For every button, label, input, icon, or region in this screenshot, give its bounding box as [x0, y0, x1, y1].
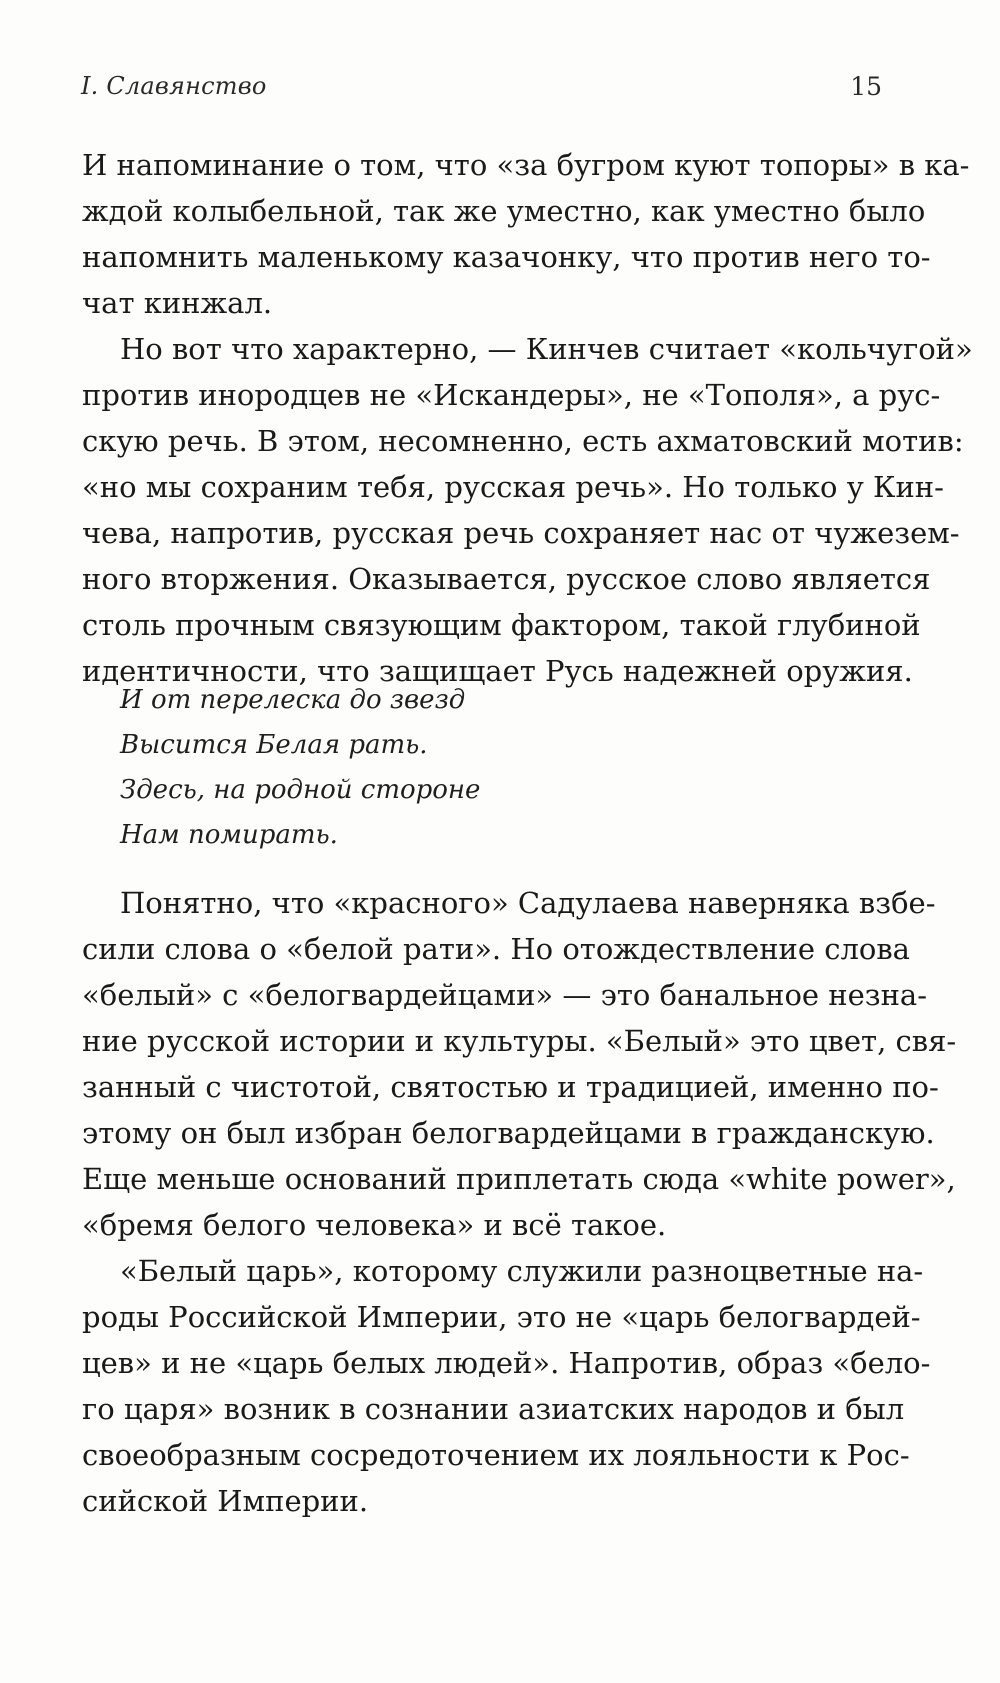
text-line: «Белый царь», которому служили разноцветные на- — [120, 1254, 924, 1288]
text-line: скую речь. В этом, несомненно, есть ахматовский мотив: — [82, 424, 964, 458]
paragraph — [82, 326, 973, 694]
verse-quote — [120, 678, 480, 858]
text-line: ждой колыбельной, так же уместно, как уместно было — [82, 194, 926, 228]
text-line: чат кинжал. — [82, 286, 273, 320]
text-line: «но мы сохраним тебя, русская речь». Но только у Кин- — [82, 470, 944, 504]
text-line: ного вторжения. Оказывается, русское слово является — [82, 562, 931, 596]
page-number: 15 — [850, 72, 882, 101]
text-line: этому он был избран белогвардейцами в гражданскую. — [82, 1116, 935, 1150]
text-line: столь прочным связующим фактором, такой глубиной — [82, 608, 921, 642]
text-line: роды Российской Империи, это не «царь белогвардей- — [82, 1300, 921, 1334]
paragraph — [82, 142, 970, 326]
text-line: чева, напротив, русская речь сохраняет нас от чужезем- — [82, 516, 960, 550]
text-line: Еще меньше оснований приплетать сюда «white power», — [82, 1162, 956, 1196]
verse-line: И от перелеска до звезд — [120, 685, 466, 715]
text-line: го царя» возник в сознании азиатских народов и был — [82, 1392, 905, 1426]
text-line: сили слова о «белой рати». Но отождествление слова — [82, 932, 910, 966]
text-line: идентичности, что защищает Русь надежней оружия. — [82, 654, 913, 688]
text-line: Но вот что характерно, — Кинчев считает «кольчугой» — [120, 332, 973, 366]
text-line: И напоминание о том, что «за бугром куют топоры» в ка- — [82, 148, 970, 182]
text-line: напомнить маленькому казачонку, что против него то- — [82, 240, 931, 274]
text-line: «бремя белого человека» и всё такое. — [82, 1208, 667, 1242]
text-line: против инородцев не «Искандеры», не «Тополя», а рус- — [82, 378, 941, 412]
verse-line: Здесь, на родной стороне — [120, 775, 481, 805]
text-line: «белый» с «белогвардейцами» — это банальное незна- — [82, 978, 928, 1012]
paragraph — [82, 1248, 931, 1524]
verse-line: Нам помирать. — [120, 820, 338, 850]
running-title: I. Славянство — [81, 72, 267, 100]
text-line: занный с чистотой, святостью и традицией, именно по- — [82, 1070, 939, 1104]
text-line: цев» и не «царь белых людей». Напротив, образ «бело- — [82, 1346, 931, 1380]
text-line: Понятно, что «красного» Садулаева наверняка взбе- — [120, 886, 936, 920]
paragraph — [82, 880, 957, 1248]
verse-line: Высится Белая рать. — [120, 730, 428, 760]
text-line: сийской Империи. — [82, 1484, 369, 1518]
text-line: своеобразным сосредоточением их лояльности к Рос- — [82, 1438, 910, 1472]
text-line: ние русской истории и культуры. «Белый» это цвет, свя- — [82, 1024, 957, 1058]
